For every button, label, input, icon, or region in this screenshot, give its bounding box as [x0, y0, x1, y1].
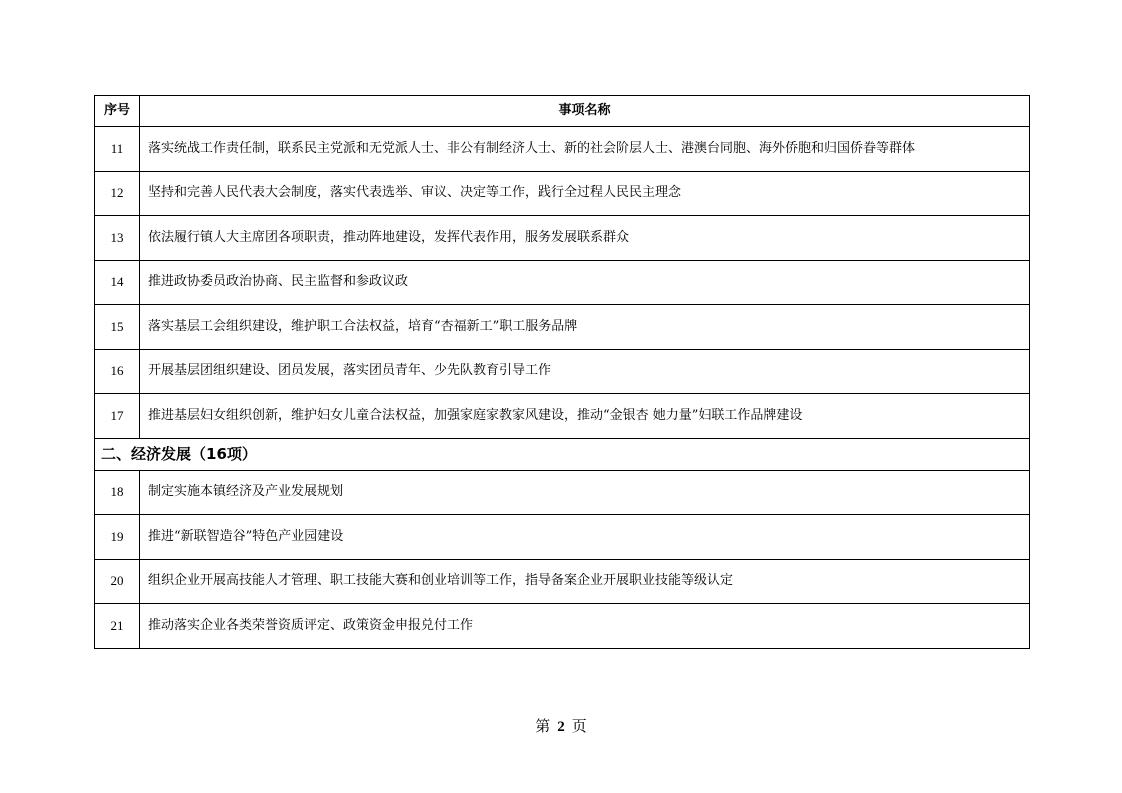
- row-text: 依法履行镇人大主席团各项职责，推动阵地建设，发挥代表作用，服务发展联系群众: [140, 216, 1030, 261]
- table-row: [95, 559, 1030, 604]
- table-row: [95, 470, 1030, 515]
- table-row: [95, 171, 1030, 216]
- row-text: 落实基层工会组织建设，维护职工合法权益，培育“杏福新工”职工服务品牌: [140, 305, 1030, 350]
- table-row: [95, 604, 1030, 649]
- row-number: 20: [95, 559, 140, 604]
- row-text: 坚持和完善人民代表大会制度，落实代表选举、审议、决定等工作，践行全过程人民民主理念: [140, 171, 1030, 216]
- table-row: [95, 394, 1030, 439]
- row-number: 21: [95, 604, 140, 649]
- row-text: 组织企业开展高技能人才管理、职工技能大赛和创业培训等工作，指导备案企业开展职业技能等级认定: [140, 559, 1030, 604]
- row-number: 13: [95, 216, 140, 261]
- header-name: 事项名称: [140, 96, 1030, 127]
- row-number: 19: [95, 515, 140, 560]
- header-row: [95, 96, 1030, 127]
- row-text: 推进政协委员政治协商、民主监督和参政议政: [140, 260, 1030, 305]
- section-heading-row: [95, 438, 1030, 470]
- matters-table: [94, 95, 1030, 649]
- row-number: 12: [95, 171, 140, 216]
- row-text: 落实统战工作责任制，联系民主党派和无党派人士、非公有制经济人士、新的社会阶层人士、港澳台同胞、海外侨胞和归国侨眷等群体: [140, 127, 1030, 172]
- row-number: 17: [95, 394, 140, 439]
- table-row: [95, 515, 1030, 560]
- row-text: 推动落实企业各类荣誉资质评定、政策资金申报兑付工作: [140, 604, 1030, 649]
- row-number: 11: [95, 127, 140, 172]
- row-number: 16: [95, 349, 140, 394]
- header-no: 序号: [95, 96, 140, 127]
- row-number: 15: [95, 305, 140, 350]
- row-text: 推进“新联智造谷”特色产业园建设: [140, 515, 1030, 560]
- page-suffix: 页: [571, 717, 587, 735]
- row-number: 14: [95, 260, 140, 305]
- table-row: [95, 260, 1030, 305]
- row-text: 推进基层妇女组织创新，维护妇女儿童合法权益，加强家庭家教家风建设，推动“金银杏 她力量”妇联工作品牌建设: [140, 394, 1030, 439]
- table-row: [95, 216, 1030, 261]
- row-text: 制定实施本镇经济及产业发展规划: [140, 470, 1030, 515]
- row-text: 开展基层团组织建设、团员发展，落实团员青年、少先队教育引导工作: [140, 349, 1030, 394]
- table-row: [95, 349, 1030, 394]
- table-row: [95, 305, 1030, 350]
- page-prefix: 第: [535, 717, 551, 735]
- row-number: 18: [95, 470, 140, 515]
- table-row: [95, 127, 1030, 172]
- section-heading: 二、经济发展（16项）: [95, 438, 1030, 470]
- page-number: 2: [557, 719, 565, 735]
- page-footer: [0, 715, 1122, 736]
